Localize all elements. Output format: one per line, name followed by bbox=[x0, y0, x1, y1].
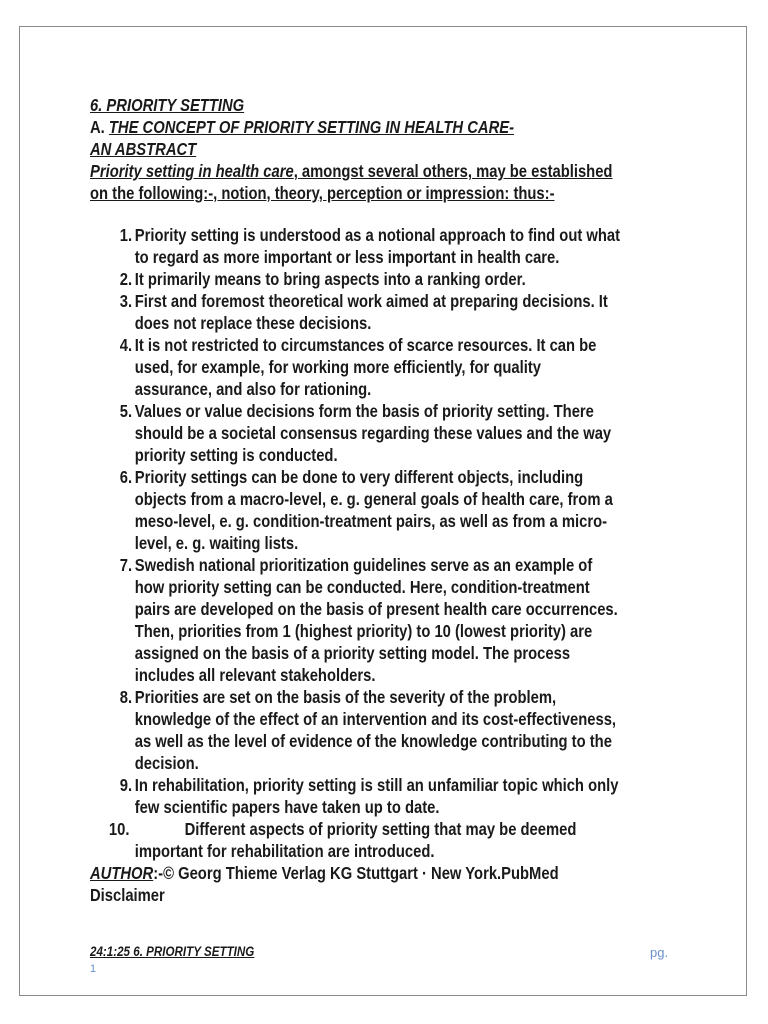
list-line: pairs are developed on the basis of present health care occurrences. bbox=[134, 599, 618, 619]
author-line-cont bbox=[90, 884, 692, 906]
list-line: It is not restricted to circumstances of scarce resources. It can be bbox=[134, 335, 597, 355]
list-line: assigned on the basis of a priority setting model. The process bbox=[134, 643, 571, 663]
list-number: 5. bbox=[119, 401, 133, 421]
author-text-cont: Disclaimer bbox=[90, 885, 165, 905]
list-number: 4. bbox=[119, 335, 133, 355]
list-line: to regard as more important or less important in health care. bbox=[134, 247, 560, 267]
list-line: level, e. g. waiting lists. bbox=[134, 533, 299, 553]
list-item bbox=[119, 400, 692, 466]
list-line: Then, priorities from 1 (highest priority) to 10 (lowest priority) are bbox=[134, 621, 593, 641]
list-number: 7. bbox=[119, 555, 133, 575]
list-item bbox=[119, 774, 692, 818]
list-line: Priorities are set on the basis of the severity of the problem, bbox=[134, 687, 557, 707]
priority-list bbox=[90, 224, 692, 862]
list-line: includes all relevant stakeholders. bbox=[134, 665, 376, 685]
list-line: objects from a macro-level, e. g. general goals of health care, from a bbox=[134, 489, 613, 509]
list-number: 1. bbox=[119, 225, 133, 245]
page-label: pg. bbox=[650, 945, 669, 960]
list-line: does not replace these decisions. bbox=[134, 313, 372, 333]
list-line: Swedish national prioritization guidelines serve as an example of bbox=[134, 555, 593, 575]
intro-lead: Priority setting in health care bbox=[90, 161, 294, 181]
intro-rest-line2: on the following:-, notion, theory, perception or impression: thus:- bbox=[90, 183, 555, 203]
list-line: In rehabilitation, priority setting is still an unfamiliar topic which only bbox=[134, 775, 619, 795]
list-line: as well as the level of evidence of the knowledge contributing to the bbox=[134, 731, 612, 751]
document-body bbox=[90, 94, 692, 906]
page-number: 1 bbox=[90, 963, 97, 975]
list-number: 3. bbox=[119, 291, 133, 311]
list-line: Priority setting is understood as a notional approach to find out what bbox=[134, 225, 621, 245]
list-item bbox=[119, 466, 692, 554]
list-line: Priority settings can be done to very different objects, including bbox=[134, 467, 584, 487]
list-number: 10. bbox=[108, 819, 130, 839]
list-line: important for rehabilitation are introduced. bbox=[134, 841, 435, 861]
list-line: First and foremost theoretical work aimed at preparing decisions. It bbox=[134, 291, 608, 311]
list-item bbox=[119, 686, 692, 774]
list-number: 2. bbox=[119, 269, 133, 289]
list-line: few scientific papers have taken up to date. bbox=[134, 797, 440, 817]
intro-paragraph bbox=[90, 160, 692, 182]
intro-paragraph-cont bbox=[90, 182, 692, 204]
list-item bbox=[119, 334, 692, 400]
list-line: Different aspects of priority setting that may be deemed bbox=[184, 819, 577, 839]
list-line: should be a societal consensus regarding these values and the way bbox=[134, 423, 612, 443]
list-line: used, for example, for working more efficiently, for quality bbox=[134, 357, 542, 377]
list-line: assurance, and also for rationing. bbox=[134, 379, 372, 399]
list-item bbox=[119, 290, 692, 334]
intro-rest-line1: , amongst several others, may be established bbox=[293, 161, 613, 181]
list-item bbox=[119, 224, 692, 268]
author-label: AUTHOR bbox=[90, 863, 154, 883]
list-line: It primarily means to bring aspects into a ranking order. bbox=[134, 269, 526, 289]
list-line: priority setting is conducted. bbox=[134, 445, 338, 465]
list-number: 9. bbox=[119, 775, 133, 795]
author-text: :-© Georg Thieme Verlag KG Stuttgart · New York.PubMed bbox=[153, 863, 559, 883]
list-number: 8. bbox=[119, 687, 133, 707]
list-item bbox=[119, 554, 692, 686]
page-footer: 24:1:25 6. PRIORITY SETTING bbox=[90, 944, 255, 959]
concept-prefix: A. bbox=[90, 117, 109, 137]
author-line bbox=[90, 862, 692, 884]
section-heading: 6. PRIORITY SETTING bbox=[90, 95, 245, 115]
concept-title bbox=[90, 116, 692, 138]
concept-title-cont bbox=[90, 138, 692, 160]
list-line: how priority setting can be conducted. Here, condition-treatment bbox=[134, 577, 590, 597]
list-item bbox=[108, 818, 692, 862]
concept-heading-line2: AN ABSTRACT bbox=[90, 139, 197, 159]
list-line: Values or value decisions form the basis of priority setting. There bbox=[134, 401, 594, 421]
list-line: decision. bbox=[134, 753, 199, 773]
list-number: 6. bbox=[119, 467, 133, 487]
section-title bbox=[90, 94, 692, 116]
list-line: knowledge of the effect of an intervention and its cost-effectiveness, bbox=[134, 709, 617, 729]
list-item bbox=[119, 268, 692, 290]
concept-heading-line1: THE CONCEPT OF PRIORITY SETTING IN HEALTH CARE- bbox=[108, 117, 515, 137]
list-line: meso-level, e. g. condition-treatment pairs, as well as from a micro- bbox=[134, 511, 608, 531]
